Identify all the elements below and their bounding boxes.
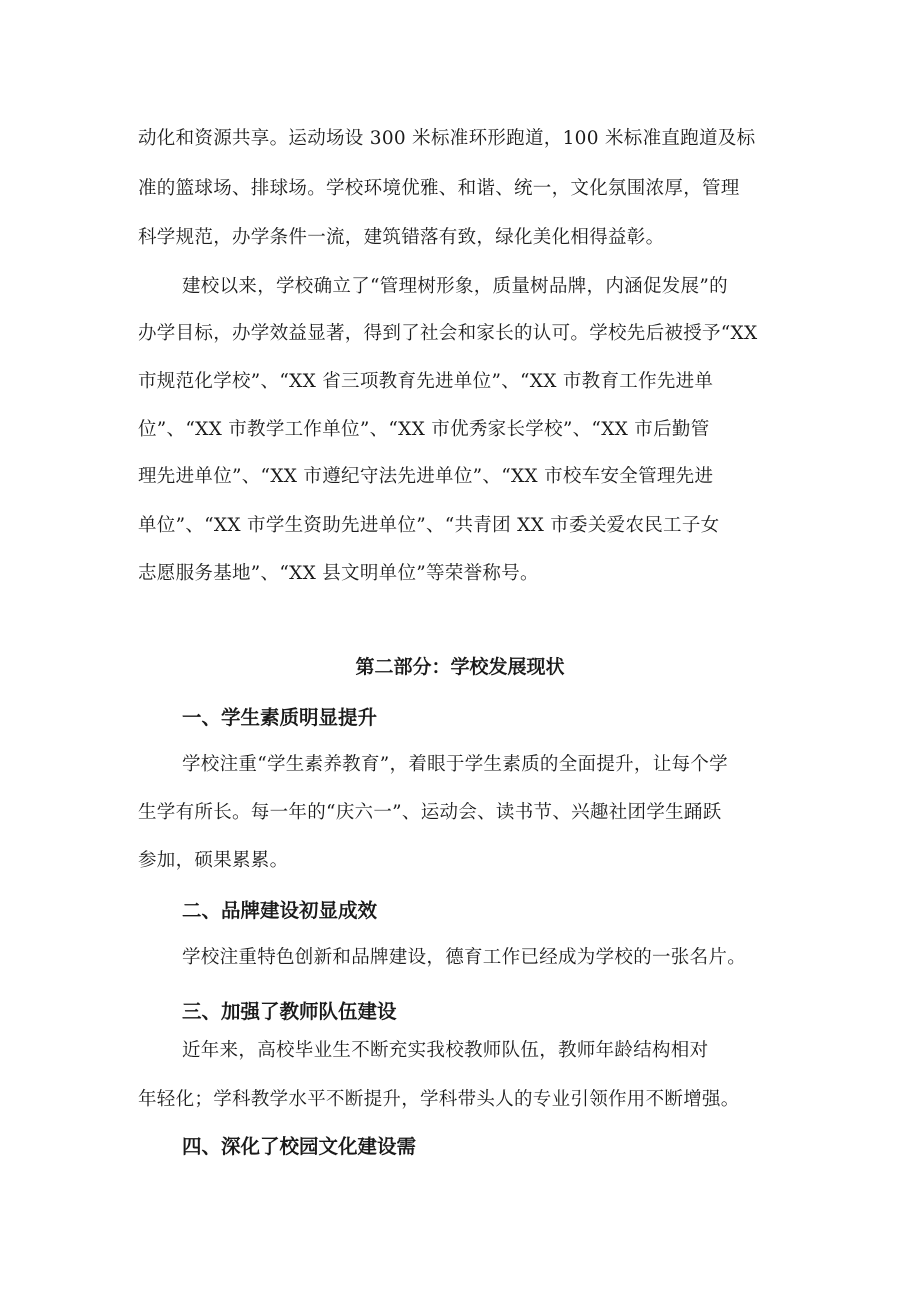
section-3-line-2: 年轻化；学科教学水平不断提升，学科带头人的专业引领作用不断增强。 [138, 1089, 740, 1110]
section-4-heading: 四、深化了校园文化建设需 [182, 1135, 417, 1158]
paragraph-1-line-1: 动化和资源共享。运动场设 300 米标准环形跑道，100 米标准直跑道及标 [138, 128, 756, 149]
paragraph-2-line-1: 建校以来，学校确立了“管理树形象，质量树品牌，内涵促发展”的 [182, 276, 728, 297]
section-1-line-3: 参加，硕果累累。 [138, 850, 289, 871]
section-3-heading: 三、加强了教师队伍建设 [182, 1000, 397, 1023]
paragraph-2-line-2: 办学目标，办学效益显著，得到了社会和家长的认可。学校先后被授予“XX [138, 323, 758, 344]
paragraph-2-line-4: 位”、“XX 市教学工作单位”、“XX 市优秀家长学校”、“XX 市后勤管 [138, 419, 710, 440]
paragraph-2-line-6: 单位”、“XX 市学生资助先进单位”、“共青团 XX 市委关爱农民工子女 [138, 515, 720, 536]
section-1-line-1: 学校注重“学生素养教育”，着眼于学生素质的全面提升，让每个学 [182, 754, 728, 775]
paragraph-2-line-5: 理先进单位”、“XX 市遵纪守法先进单位”、“XX 市校车安全管理先进 [138, 466, 714, 487]
section-1-heading: 一、学生素质明显提升 [182, 706, 378, 729]
paragraph-2-line-7: 志愿服务基地”、“XX 县文明单位”等荣誉称号。 [138, 563, 539, 584]
section-2-line-1: 学校注重特色创新和品牌建设，德育工作已经成为学校的一张名片。 [182, 947, 747, 968]
section-1-line-2: 生学有所长。每一年的“庆六一”、运动会、读书节、兴趣社团学生踊跃 [138, 802, 722, 823]
paragraph-1-line-2: 准的篮球场、排球场。学校环境优雅、和谐、统一，文化氛围浓厚，管理 [138, 178, 740, 199]
section-2-heading: 二、品牌建设初显成效 [182, 899, 378, 922]
part-title: 第二部分：学校发展现状 [355, 656, 565, 678]
paragraph-1-line-3: 科学规范，办学条件一流，建筑错落有致，绿化美化相得益彰。 [138, 227, 665, 248]
section-3-line-1: 近年来，高校毕业生不断充实我校教师队伍，教师年龄结构相对 [182, 1040, 709, 1061]
paragraph-2-line-3: 市规范化学校”、“XX 省三项教育先进单位”、“XX 市教育工作先进单 [138, 371, 714, 392]
